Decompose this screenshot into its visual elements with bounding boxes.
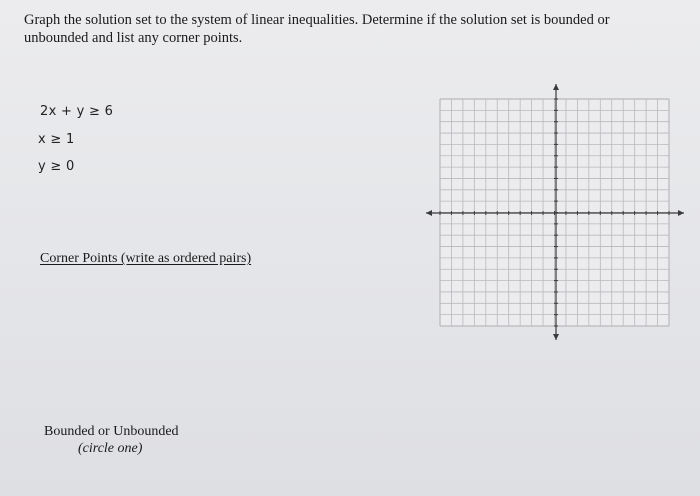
inequality-1: 2x + y ≥ 6 bbox=[40, 104, 114, 119]
x-axis-arrow-right bbox=[678, 210, 684, 216]
instructions-text: Graph the solution set to the system of linear inequalities. Determine if the solution set is bounded or unbounded and list any corner points. bbox=[24, 12, 610, 46]
bounded-unbounded-label: Bounded or Unbounded bbox=[44, 424, 179, 439]
x-axis-arrow-left bbox=[426, 210, 432, 216]
y-axis-arrow-up bbox=[553, 84, 559, 90]
circle-one-note: (circle one) bbox=[78, 441, 143, 456]
y-axis-arrow-down bbox=[553, 334, 559, 340]
inequality-3: y ≥ 0 bbox=[38, 159, 75, 174]
corner-points-label: Corner Points (write as ordered pairs) bbox=[40, 251, 252, 266]
inequality-2: x ≥ 1 bbox=[38, 132, 75, 147]
